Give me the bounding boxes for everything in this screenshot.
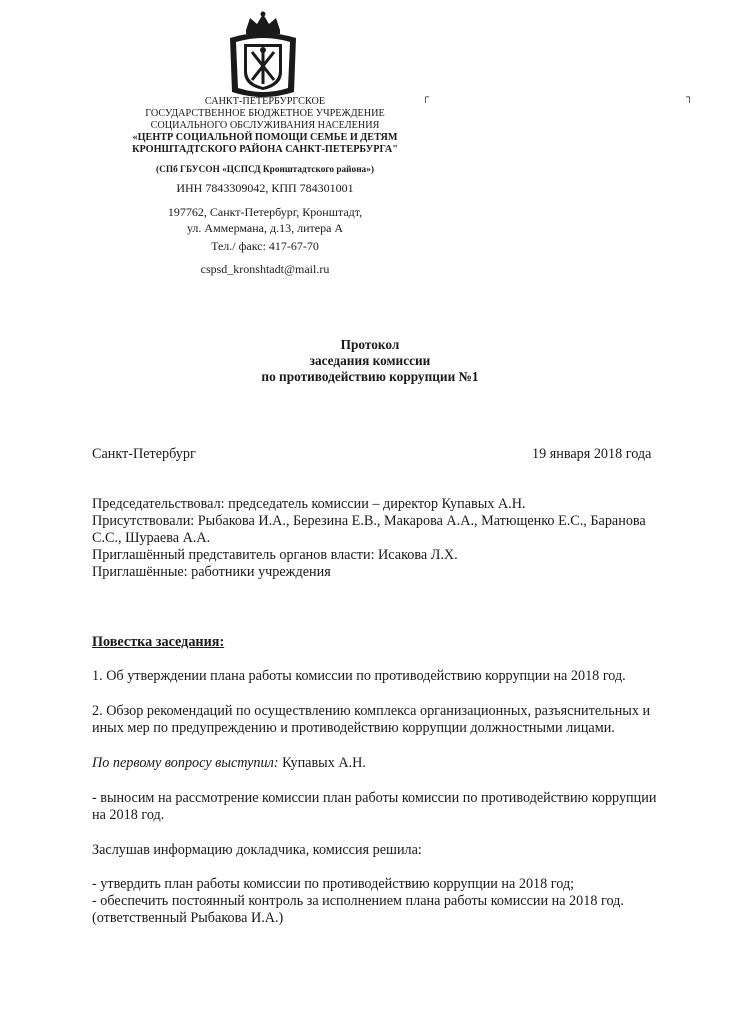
attendance-line: С.С., Шураева А.А. [92, 530, 211, 546]
decision-line: - обеспечить постоянный контроль за исполнением плана работы комиссии на 2018 год. [92, 893, 624, 909]
attendance-line: Приглашённые: работники учреждения [92, 564, 331, 580]
title-line: заседания комиссии [309, 353, 431, 368]
org-email: cspsd_kronshtadt@mail.ru [200, 262, 330, 276]
agenda-item-2-line: иных мер по предупреждению и противодействию коррупции должностными лицами. [92, 720, 615, 736]
protocol-title [170, 337, 570, 385]
decision-line: - утвердить план работы комиссии по противодействию коррупции на 2018 год; [92, 876, 575, 892]
org-header [100, 0, 430, 290]
org-line: САНКТ-ПЕТЕРБУРГСКОЕ [204, 96, 326, 107]
attendance-line: Председательствовал: председатель комиссии – директор Купавых А.Н. [92, 496, 526, 512]
address-line: ул. Аммермана, д.13, литера А [186, 221, 344, 235]
meeting-date: 19 января 2018 года [532, 446, 652, 462]
corner-mark-right: ┐ [686, 92, 694, 103]
agenda-item-1: 1. Об утверждении плана работы комиссии по противодействию коррупции на 2018 год. [92, 668, 626, 684]
attendance-line: Приглашённый представитель органов власти: Исакова Л.Х. [92, 547, 458, 563]
org-line: ГОСУДАРСТВЕННОЕ БЮДЖЕТНОЕ УЧРЕЖДЕНИЕ [145, 108, 385, 119]
speech-line: - выносим на рассмотрение комиссии план работы комиссии по противодействию коррупции [92, 790, 657, 806]
decision-intro: Заслушав информацию докладчика, комиссия решила: [92, 842, 422, 858]
city: Санкт-Петербург [92, 446, 196, 462]
speaker-name: Купавых А.Н. [278, 755, 366, 771]
attendance-block [92, 496, 646, 581]
speech-line: на 2018 год. [92, 807, 165, 823]
org-phone: Тел./ факс: 417-67-70 [211, 239, 319, 253]
org-name-line: «ЦЕНТР СОЦИАЛЬНОЙ ПОМОЩИ СЕМЬЕ И ДЕТЯМ [132, 132, 398, 143]
address-line: 197762, Санкт-Петербург, Кронштадт, [167, 205, 363, 219]
org-line: СОЦИАЛЬНОГО ОБСЛУЖИВАНИЯ НАСЕЛЕНИЯ [150, 120, 380, 131]
org-name-line: КРОНШТАДТСКОГО РАЙОНА САНКТ-ПЕТЕРБУРГА" [132, 144, 398, 155]
title-line: Протокол [340, 337, 400, 352]
decision-line: (ответственный Рыбакова И.А.) [92, 910, 284, 926]
decisions-block [92, 876, 624, 927]
org-address [100, 204, 430, 236]
agenda-item-2 [92, 703, 650, 737]
speech-block [92, 790, 656, 824]
org-lines [100, 96, 430, 156]
org-short-name: (СПб ГБУСОН «ЦСПСД Кронштадтского района») [156, 165, 374, 175]
attendance-line: Присутствовали: Рыбакова И.А., Березина Е.В., Макарова А.А., Матющенко Е.С., Баранова [92, 513, 646, 529]
org-inn: ИНН 7843309042, КПП 784301001 [176, 181, 354, 195]
speaker-line [92, 755, 366, 772]
agenda-item-2-line: 2. Обзор рекомендаций по осуществлению комплекса организационных, разъяснительных и [92, 703, 651, 719]
agenda-heading: Повестка заседания: [92, 634, 225, 650]
corner-mark-left: ┌ [422, 92, 430, 103]
speaker-intro: По первому вопросу выступил: [92, 755, 279, 771]
title-line: по противодействию коррупции №1 [261, 369, 479, 384]
